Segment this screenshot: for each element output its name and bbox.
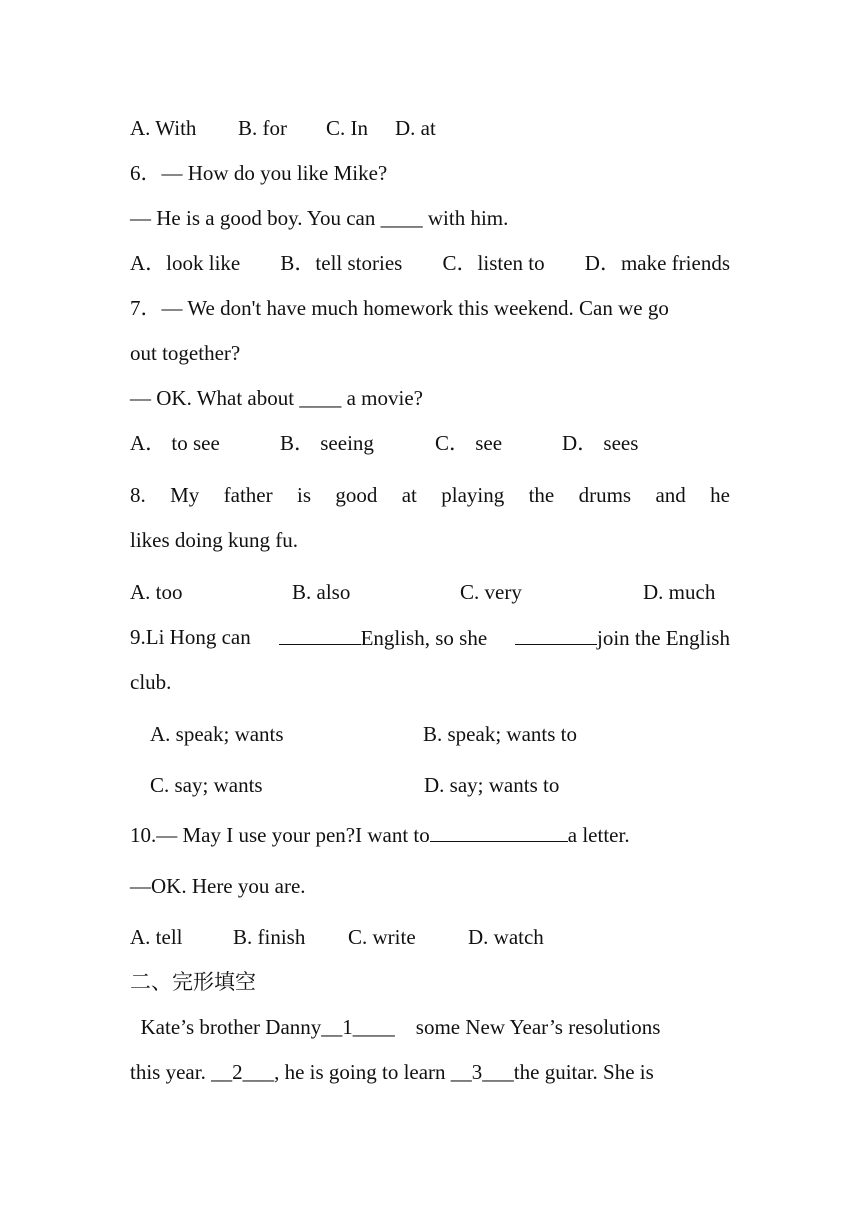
q5-option-c: C. In [326, 116, 368, 140]
q8-word: is [296, 483, 311, 507]
q8-word: 8. [130, 483, 146, 507]
q8-word: drums [578, 483, 632, 507]
section-heading: 二、完形填空 [130, 970, 256, 994]
q8-option-a: A. too [130, 580, 183, 604]
q9-question-line2: club. [130, 670, 172, 694]
q7-blank: ____ [299, 386, 342, 410]
q5-option-d: D. at [395, 116, 436, 140]
q8-word: the [528, 483, 555, 507]
q7-reply-before: — OK. What about [130, 386, 300, 410]
q8-word: My [170, 483, 200, 507]
q7-number: 7． [130, 296, 162, 320]
q9-blank-2 [515, 624, 597, 645]
q9-option-d: D. say; wants to [424, 773, 560, 797]
q8-word: at [401, 483, 417, 507]
q6-number: 6． [130, 161, 162, 185]
q9-blank-1 [279, 624, 361, 645]
q6-question-text: — How do you like Mike? [161, 161, 388, 185]
q6-option-b: B．tell stories [280, 251, 403, 275]
q9-part1: 9.Li Hong can [130, 625, 251, 649]
q6-option-d: D．make friends [584, 251, 730, 275]
q8-word: and [655, 483, 686, 507]
q6-reply-after: with him. [422, 206, 509, 230]
cloze-line-2: this year. __2___, he is going to learn __3___the guitar. She is [130, 1060, 654, 1084]
q7-option-b: B． seeing [280, 431, 374, 455]
q5-option-a: A. With [130, 116, 197, 140]
q5-option-b: B. for [238, 116, 287, 140]
q8-word: good [335, 483, 378, 507]
q9-part3: join the English [596, 626, 730, 650]
q7-reply [130, 385, 730, 411]
q6-blank: ____ [380, 206, 423, 230]
q6-options [130, 250, 730, 276]
q7-question-text: — We don't have much homework this weekend. Can we go [161, 296, 669, 320]
q10-reply: —OK. Here you are. [130, 874, 306, 898]
q10-before: 10.— May I use your pen?I want to [130, 823, 430, 847]
q8-question-line1 [130, 482, 730, 508]
cloze-line-1: Kate’s brother Danny__1____ some New Year’s resolutions [130, 1015, 661, 1039]
q10-option-d: D. watch [468, 925, 544, 949]
q8-question-line2: likes doing kung fu. [130, 528, 298, 552]
q9-question-line1 [130, 624, 730, 651]
q7-option-c: C． see [435, 431, 503, 455]
q10-option-a: A. tell [130, 925, 183, 949]
q6-reply [130, 205, 730, 231]
q9-part3-wrap [515, 624, 730, 651]
q7-reply-after: a movie? [341, 386, 423, 410]
q8-option-c: C. very [460, 580, 522, 604]
q10-option-b: B. finish [233, 925, 306, 949]
q10-question [130, 821, 730, 848]
q9-option-c: C. say; wants [150, 773, 263, 797]
q9-option-b: B. speak; wants to [423, 722, 577, 746]
q6-question [130, 160, 730, 186]
q7-option-d: D． sees [562, 431, 639, 455]
q7-option-a: A． to see [130, 431, 220, 455]
q9-part2: English, so she [360, 626, 488, 650]
q7-question-line2: out together? [130, 341, 241, 365]
q7-question-line1 [130, 295, 730, 321]
q6-option-a: A．look like [130, 251, 241, 275]
q10-blank [430, 821, 568, 842]
q6-reply-before: — He is a good boy. You can [130, 206, 381, 230]
q8-option-d: D. much [643, 580, 716, 604]
q10-after: a letter. [567, 823, 630, 847]
q8-word: father [223, 483, 273, 507]
q9-option-a: A. speak; wants [150, 722, 284, 746]
q8-word: he [710, 483, 730, 507]
q10-option-c: C. write [348, 925, 416, 949]
q8-option-b: B. also [292, 580, 351, 604]
q6-option-c: C．listen to [442, 251, 545, 275]
q8-word: playing [441, 483, 505, 507]
q9-part2-wrap [279, 624, 488, 651]
